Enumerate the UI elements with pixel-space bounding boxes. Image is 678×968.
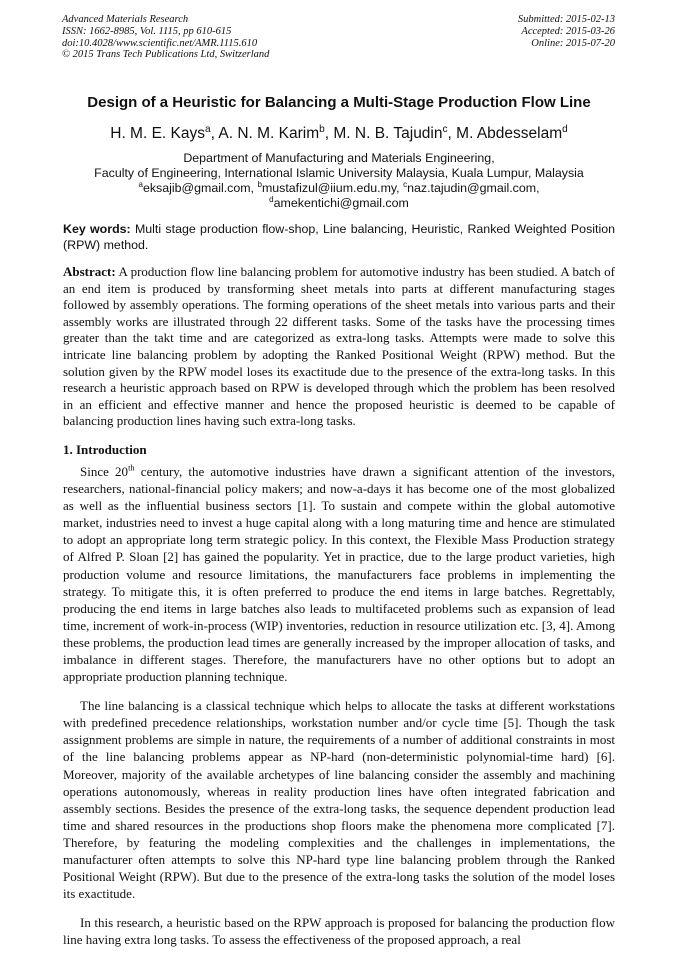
abstract-text: A production flow line balancing problem for automotive industry has been studied. A batch of an end item is produced by transforming sheet metals into parts at different manufacturing stages followed by assembly operations. The forming operations of the sheet metals into various parts and their assembly works are illustrated through 22 different tasks. Some of the tasks have the processing times greater than the takt time and are categorized as extra-long tasks. Attempts were made to solve this intricate line balancing problem by adopting the Ranked Positional Weight (RPW) method. But the solution given by the RPW model loses its exactitude due to the presence of the extra-long tasks. In this research a heuristic approach based on RPW is developed through which the problem has been resolved in an efficient and effective manner and hence the proposed heuristic is deemed to be capable of balancing production lines having such extra-long tasks. xyxy=(63,264,615,429)
institution: Faculty of Engineering, International Islamic University Malaysia, Kuala Lumpur, Malaysia xyxy=(94,166,584,180)
text: century, the automotive industries have drawn a significant attention of the investors, researchers, national-financial policy makers; and now-a-days it has become one of the most globalized as well as the influential business sectors [1]. To sustain and compete within the global automotive market, industries need to invest a huge capital along with a long maturing time and hence are stimulated to adopt an appropriate long term strategic policy. In this context, the Flexible Mass Production strategy of Alfred P. Sloan [2] has gained the popularity. Yet in practice, due to the large product varieties, high production volume and resource limitations, the manufacturers face problems in implementing the strategy. To mitigate this, it is often preferred to produce the end items in large batches. Regrettably, producing the end items in large batches also leads to multifaceted problems such as expansion of lead time, increment of work-in-process (WIP) inventories, reduction in resource utilization etc. [3, 4]. Among these problems, the production lead times are generally increased by the improper allocation of tasks, and imbalance in different stages. Therefore, the manufacturers have no other options but to adopt an appropriate production planning technique. xyxy=(63,463,616,685)
author-sup: c xyxy=(442,123,448,135)
author-sup: d xyxy=(562,123,568,135)
doi: doi:10.4028/www.scientific.net/AMR.1115.610 xyxy=(62,37,258,49)
author: M. Abdesselam xyxy=(456,125,563,142)
authors: H. M. E. Kays$^a$, A. N. M. Karim$^b$, M. N. B. Tajudin$^c$, M. Abdesselam$^d$ xyxy=(110,123,568,142)
author: M. N. B. Tajudin xyxy=(333,125,443,142)
keywords xyxy=(63,221,615,253)
email: amekentichi@gmail.com xyxy=(273,196,409,210)
keywords-label: Key words: xyxy=(63,222,131,236)
journal-info xyxy=(62,14,269,61)
abstract-label: Abstract: xyxy=(63,264,116,279)
email-sup: d xyxy=(269,194,274,204)
author: A. N. M. Karim xyxy=(218,125,320,142)
dates-info xyxy=(518,14,615,49)
paragraph xyxy=(63,463,615,685)
author-sup: a xyxy=(205,123,211,135)
superscript: th xyxy=(128,462,135,473)
copyright: © 2015 Trans Tech Publications Ltd, Switzerland xyxy=(62,49,270,61)
email: eksajib@gmail.com, xyxy=(142,181,258,195)
emails-line-2 xyxy=(63,196,615,211)
journal-name: Advanced Materials Research xyxy=(62,14,189,25)
issn: ISSN: 1662-8985, Vol. 1115, pp 610-615 xyxy=(62,25,232,37)
author-sup: b xyxy=(319,123,325,135)
text: Since 20 xyxy=(80,463,129,479)
affiliation xyxy=(63,151,615,211)
email-sup: c xyxy=(403,179,408,189)
author: H. M. E. Kays xyxy=(110,125,205,142)
paragraph: The line balancing is a classical technique which helps to allocate the tasks at different workstations with predefined precedence relationships, workstation number and/or cycle time [5]. Though the task assignment problems are simple in nature, the requirements of a number of additional constraints in most of the line balancing problems appear as NP-hard (non-deterministic polynomial-time hard) [6]. Moreover, majority of the available archetypes of line balancing consider the assembly and machining operations autonomously, whereas in reality production lines have often integrated fabrication and assembly sections. Besides the presence of the extra-long tasks, the sequence dependent production lead time and shared resources in the productions shop floors make the phenomena more complicated [7]. Therefore, by featuring the modeling complexities and the challenges in implementations, the manufacturer often attempts to solve this NP-hard type line balancing problem through the Ranked Positional Weight (RPW). But due to the presence of the extra-long tasks the solution of the model loses its exactitude. xyxy=(63,698,615,902)
online-date: Online: 2015-07-20 xyxy=(531,37,615,49)
abstract xyxy=(63,264,615,430)
department: Department of Manufacturing and Materials Engineering, xyxy=(183,151,495,165)
paper-title: Design of a Heuristic for Balancing a Multi-Stage Production Flow Line xyxy=(87,94,591,111)
paragraph: In this research, a heuristic based on the RPW approach is proposed for balancing the production flow line having extra long tasks. To assess the effectiveness of the proposed approach, a real xyxy=(63,915,615,948)
email-sup: b xyxy=(257,179,262,189)
section-heading: 1. Introduction xyxy=(63,441,147,457)
submitted-date: Submitted: 2015-02-13 xyxy=(517,14,615,25)
email: naz.tajudin@gmail.com, xyxy=(407,181,540,195)
accepted-date: Accepted: 2015-03-26 xyxy=(521,25,615,37)
keywords-text: Multi stage production flow-shop, Line balancing, Heuristic, Ranked Weighted Position (RPW) method. xyxy=(63,222,615,252)
emails xyxy=(63,181,615,196)
email: mustafizul@iium.edu.my, xyxy=(261,181,404,195)
email-sup: a xyxy=(138,179,143,189)
